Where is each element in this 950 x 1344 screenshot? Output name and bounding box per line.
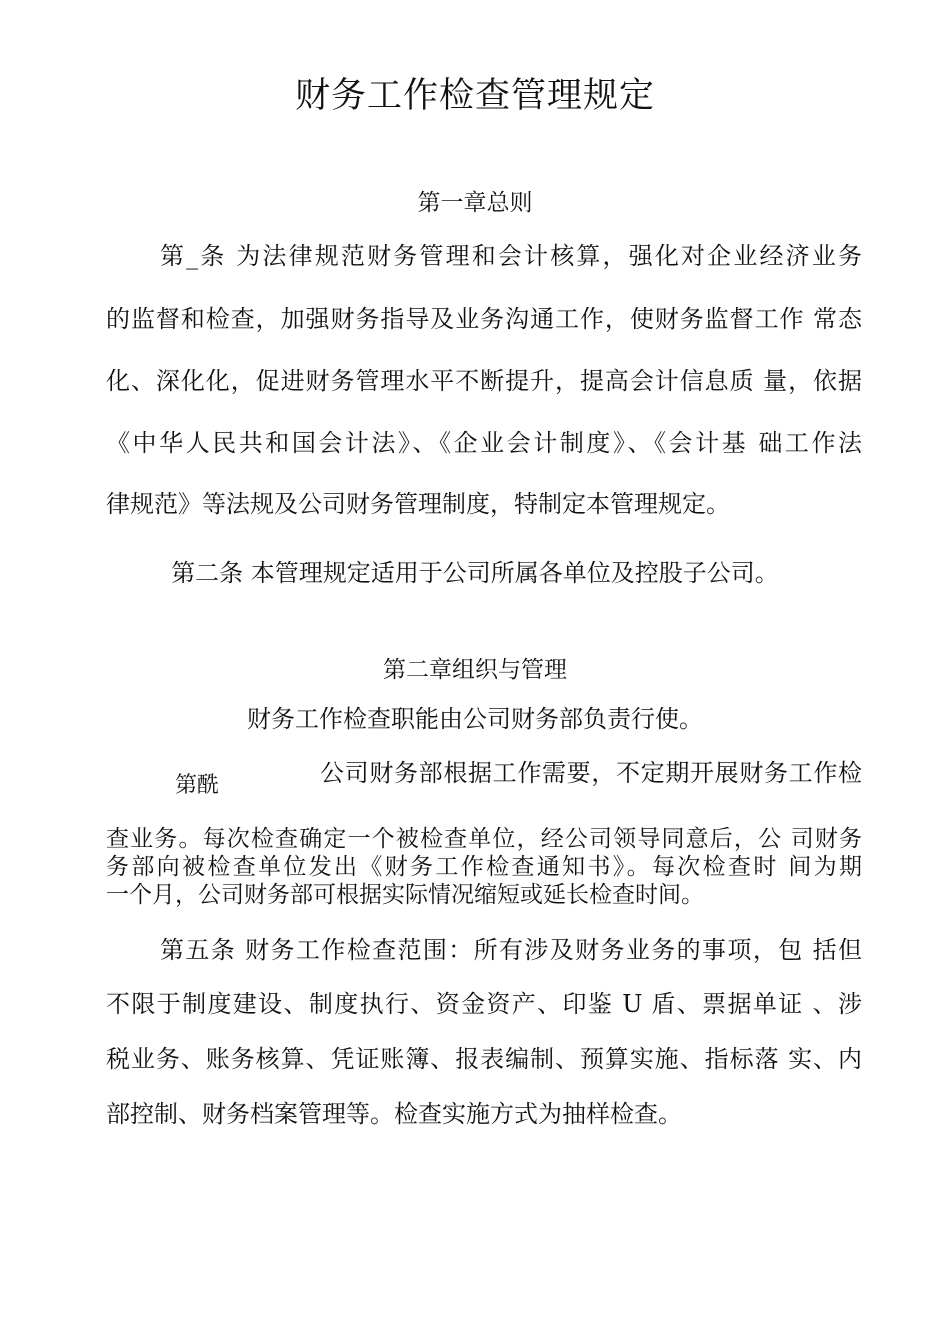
article-5-line-1: 第五条 财务工作检查范围：所有涉及财务业务的事项，包 括但: [160, 936, 862, 964]
document-title: 财务工作检查管理规定: [294, 76, 655, 116]
article-4-first-line: 公司财务部根据工作需要，不定期开展财务工作检: [320, 759, 862, 787]
article-5-line-4: 部控制、财务档案管理等。检查实施方式为抽样检查。: [106, 1100, 682, 1128]
article-5-line-3: 税业务、账务核算、凭证账簿、报表编制、预算实施、指标落 实、内: [106, 1045, 862, 1073]
article-2: 第二条 本管理规定适用于公司所属各单位及控股子公司。: [171, 559, 779, 587]
chapter-2-heading: 第二章组织与管理: [383, 657, 567, 683]
article-1-line-2: 的监督和检查，加强财务指导及业务沟通工作，使财务监督工作 常态: [106, 305, 862, 333]
article-3: 财务工作检查职能由公司财务部负责行使。: [247, 705, 703, 733]
article-1-line-5: 律规范》等法规及公司财务管理制度，特制定本管理规定。: [106, 490, 730, 518]
article-1-line-3: 化、深化化，促进财务管理水平不断提升，提高会计信息质 量，依据: [106, 367, 862, 395]
article-4-line-4: 一个月，公司财务部可根据实际情况缩短或延长检查时间。: [106, 882, 704, 908]
article-5-line-2: 不限于制度建设、制度执行、资金资产、印鉴 U 盾、票据单证 、涉: [106, 990, 862, 1018]
article-4-line-2: 查业务。每次检查确定一个被检查单位，经公司领导同意后，公 司财务: [106, 826, 862, 852]
chapter-1-heading: 第一章总则: [417, 190, 533, 216]
article-4-line-3: 务部向被检查单位发出《财务工作检查通知书》。每次检查时 间为期: [106, 854, 862, 880]
article-4-label: 第酰: [175, 773, 220, 798]
article-1-line-4: 《中华人民共和国会计法》、《企业会计制度》、《会计基 础工作法: [106, 429, 862, 457]
article-1-line-1: 第_条 为法律规范财务管理和会计核算，强化对企业经济业务: [160, 242, 862, 270]
